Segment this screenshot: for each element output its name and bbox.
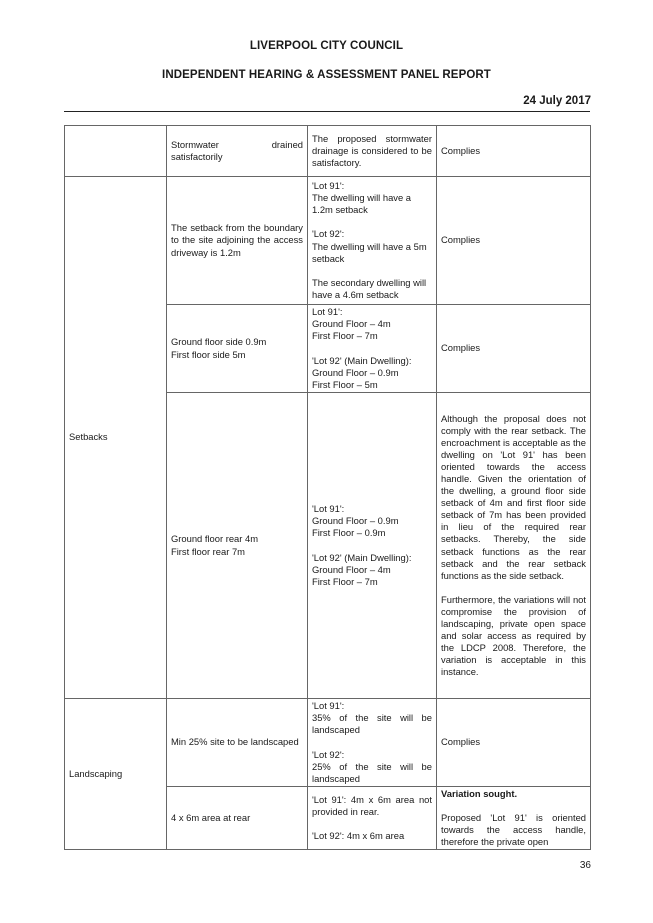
cell-line: Ground Floor – 4m	[312, 563, 391, 575]
cell-line: First floor side 5m	[171, 348, 246, 360]
table-row	[65, 126, 591, 177]
category-cell	[65, 126, 167, 177]
cell-line: 'Lot 91':	[312, 700, 345, 712]
category-cell-setbacks: Setbacks	[65, 177, 167, 699]
header-divider	[64, 111, 590, 112]
cell-line: Ground Floor – 4m	[312, 318, 391, 330]
proposal-cell	[308, 787, 437, 850]
cell-line: Ground Floor – 0.9m	[312, 366, 399, 378]
cell-line: 'Lot 91': 4m x 6m area not provided in rear.	[312, 794, 432, 818]
proposal-cell	[308, 393, 437, 699]
cell-line: 35% of the site will be landscaped	[312, 712, 432, 736]
variation-heading: Variation sought.	[441, 788, 518, 799]
control-cell: 4 x 6m area at rear	[167, 787, 308, 850]
compliance-cell	[437, 393, 591, 699]
cell-line: First Floor – 7m	[312, 330, 378, 342]
compliance-cell: Complies	[437, 305, 591, 393]
cell-line: 'Lot 92':	[312, 748, 345, 760]
report-date: 24 July 2017	[523, 95, 591, 107]
table-row	[65, 177, 591, 305]
compliance-cell: Complies	[437, 699, 591, 787]
cell-line	[312, 818, 432, 830]
table-row	[65, 699, 591, 787]
compliance-cell: Complies	[437, 126, 591, 177]
cell-line: First Floor – 5m	[312, 378, 378, 390]
cell-line: 'Lot 92' (Main Dwelling):	[312, 354, 412, 366]
cell-line	[312, 343, 432, 355]
page-number: 36	[579, 860, 591, 871]
category-cell-landscaping: Landscaping	[65, 699, 167, 850]
cell-line: The secondary dwelling will have a 4.6m setback	[312, 276, 429, 300]
cell-line: 25% of the site will be landscaped	[312, 760, 432, 784]
control-cell	[167, 305, 308, 393]
compliance-paragraph: Furthermore, the variations will not compromise the provision of landscaping, private open space and solar access as required by the LDCP 2008. Therefore, the variation is acceptable in this instance.	[441, 593, 586, 678]
cell-line	[312, 216, 432, 228]
cell-line: 'Lot 91':	[312, 503, 345, 515]
council-name: LIVERPOOL CITY COUNCIL	[249, 40, 404, 52]
cell-line	[312, 540, 432, 552]
proposal-cell	[308, 305, 437, 393]
compliance-paragraph: Proposed 'Lot 91' is oriented towards the access handle, therefore the private open	[441, 812, 586, 848]
cell-line: Ground floor rear 4m	[171, 533, 259, 545]
proposal-cell	[308, 177, 437, 305]
cell-line: 'Lot 92' (Main Dwelling):	[312, 551, 412, 563]
control-cell: The setback from the boundary to the site adjoining the access driveway is 1.2m	[167, 177, 308, 305]
report-title: INDEPENDENT HEARING & ASSESSMENT PANEL REPORT	[162, 69, 491, 81]
assessment-table	[64, 125, 591, 850]
proposal-cell	[308, 699, 437, 787]
cell-line: Lot 91':	[312, 306, 343, 318]
control-cell: Min 25% site to be landscaped	[167, 699, 308, 787]
compliance-paragraph: Although the proposal does not comply with the rear setback. The encroachment is acceptable as the dwelling on 'Lot 91' has been oriented towards the access handle. Given the orientation of the dwelling, a ground floor side setback of 4m and first floor side setback of 7m has been provided in lieu of the required rear setbacks. Thereby, the side setback functions as the rear setback and the rear setback functions as the side setback.	[441, 412, 586, 581]
control-cell: Stormwater drained satisfactorily	[167, 126, 308, 177]
control-cell	[167, 393, 308, 699]
cell-line: The dwelling will have a 5m setback	[312, 240, 430, 264]
cell-line: 'Lot 91':	[312, 180, 345, 192]
cell-line: Ground Floor – 0.9m	[312, 515, 399, 527]
cell-line	[312, 737, 432, 749]
proposal-cell: The proposed stormwater drainage is considered to be satisfactory.	[308, 126, 437, 177]
cell-line: 'Lot 92': 4m x 6m area	[312, 830, 405, 842]
cell-line	[312, 265, 432, 277]
cell-line: First Floor – 7m	[312, 575, 378, 587]
compliance-cell: Complies	[437, 177, 591, 305]
cell-line: 'Lot 92':	[312, 228, 345, 240]
cell-line: First floor rear 7m	[171, 545, 245, 557]
compliance-cell	[437, 787, 591, 850]
cell-line: First Floor – 0.9m	[312, 527, 386, 539]
cell-line: Ground floor side 0.9m	[171, 336, 267, 348]
cell-line: The dwelling will have a 1.2m setback	[312, 192, 414, 216]
